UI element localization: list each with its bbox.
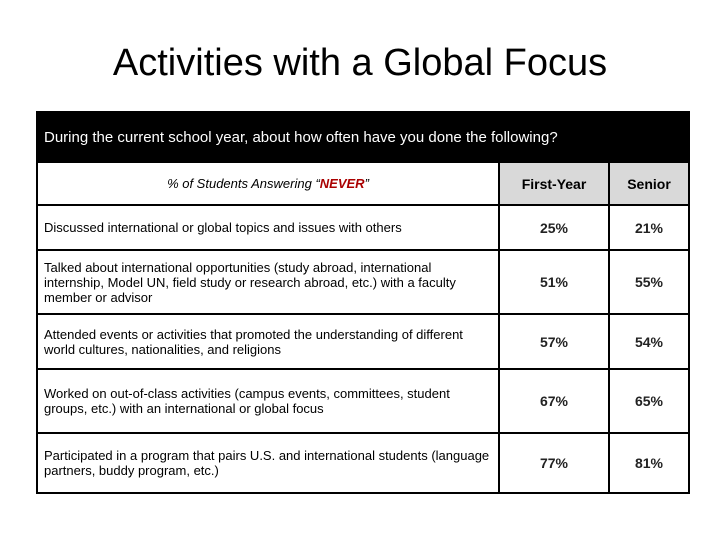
table-row: Attended events or activities that promoted the understanding of different world cultures, nationalities, and religions 57% 54%	[37, 314, 689, 369]
never-emphasis: NEVER	[319, 176, 365, 191]
table-row: Worked on out-of-class activities (campus events, committees, student groups, etc.) with an international or global focus 67% 65%	[37, 369, 689, 433]
question-header: During the current school year, about how often have you done the following?	[37, 112, 689, 162]
subheader: % of Students Answering “NEVER”	[37, 162, 499, 205]
table-row: Discussed international or global topics and issues with others 25% 21%	[37, 205, 689, 250]
table-row: Participated in a program that pairs U.S. and international students (language partners, buddy program, etc.) 77% 81%	[37, 433, 689, 493]
column-first-year: First-Year	[499, 162, 609, 205]
column-senior: Senior	[609, 162, 689, 205]
table-row: Talked about international opportunities (study abroad, international internship, Model UN, field study or research abroad, etc.) with a faculty member or advisor 51% 55%	[37, 250, 689, 314]
page-title: Activities with a Global Focus	[112, 42, 608, 84]
survey-table	[36, 111, 690, 494]
